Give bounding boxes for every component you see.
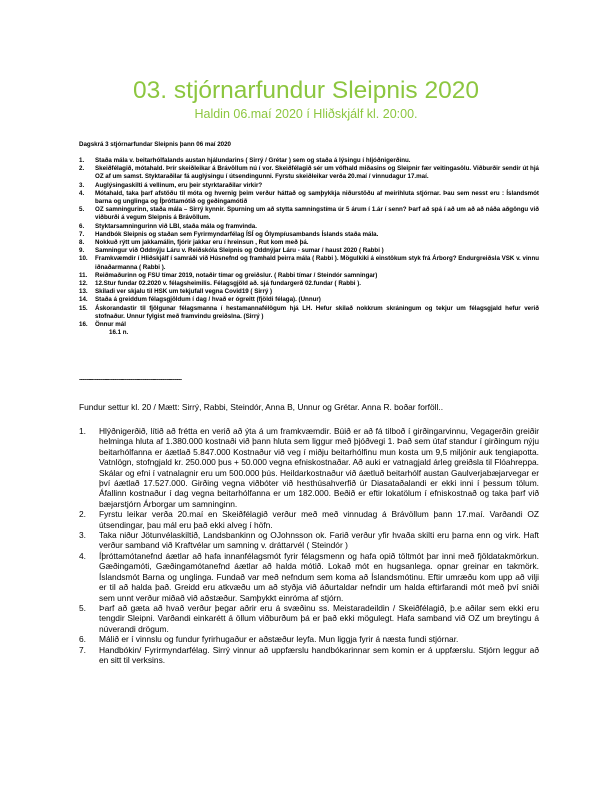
minutes-item-number: 1. [79,426,86,436]
agenda-item [79,157,539,165]
minutes-item-number: 5. [79,602,86,613]
agenda-item-number: 11. [79,271,88,279]
agenda-item-number: 1. [79,157,85,164]
agenda-item-text: Samningur við Oddnýju Láru v. Reiðskóla Sleipnis og Oddnýjar Láru - sumar / haust 2020 ( Rabbi ) [95,247,384,255]
agenda-item-text: OZ samningurinn, staða mála – Sirrý kynnir. Spurning um að stytta samningstíma úr 5 árum í 1.ár í senn? Þarf að spá í að um að að náða aðgöngu við viðburði á vegum Sleipnis á Brávöllum. [95,206,539,222]
agenda-item [79,288,539,296]
minutes-item-number: 7. [79,644,86,655]
agenda-item [79,231,539,239]
minutes-list [79,426,539,665]
agenda-item-text: Staða mála v. beitarhólfalands austan hjálundarins ( Sirrý / Grétar ) sem og staða á lýsingu í hljóðnigerðinu. [95,157,411,164]
agenda-list [79,157,539,337]
agenda-item [79,223,539,231]
minutes-item [79,634,539,644]
agenda-item-text: Staða á greiddum félagsgjöldum í dag / hvað er ógreitt (fjöldi félaga). (Unnur) [95,296,321,304]
document-subtitle: Haldin 06.maí 2020 í Hliðskjálf kl. 20:00. [194,107,418,121]
agenda-item [79,206,539,222]
minutes-item-text: Málið er í vinnslu og fundur fyrirhugaður er aðstæður leyfa. Mun liggja fyrir á næsta fundi stjórnar. [99,634,459,645]
agenda-item [79,247,539,255]
minutes-item [79,426,539,509]
minutes-item [79,509,539,530]
agenda-item-text: Skiladi ver skjalu til HSK um tekjufall vegna Covid19 ( Sirrý ) [95,288,273,296]
agenda-item [79,165,539,181]
agenda-item-number: 2. [79,165,85,173]
minutes-item-text: Þarf að gæta að hvað verður þegar aðrir eru á svæðinu ss. Meistaradeildin / Skeiðfélagið, þ.e aðilar sem ekki eru tengdir Sleipni. Varðandi einkarétt á öllum viðburðum þá er það ekki mögulegt. Hafa samband við OZ um breytingu á núverandi drögum. [99,602,539,634]
agenda-item-text: Mótahald, taka þarf afstöðu til móta og hvernig þeim verður háttað og samþykkja niðurstöðu af meirihluta stjórnar. Þau sem nesst eru : Íslandsmót barna og unglinga og Íþróttamótið og geðingamótið [95,189,539,206]
agenda-item-number: 8. [79,239,85,247]
minutes-item-text: Íþróttamótanefnd áætlar að hafa innanfélagsmót fyrir félagsmenn og hafa opið töltmót þar inni með fjöldatakmörkun. Gæðingamóti, Gæðingamótanefnd áætlar að halda mótið. Lokað mót en hugsanlega. opnar greinar en takmörk. Íslandsmót Barna og unglinga. Fundað var með nefndum sem koma að Íslandsmótinu. Eftir umræðu kom upp að vilji er til að halda það. Greidd eru atkvæðu um að styðja við áðurtaldar nefndir um halda eftirfarandi mót með því sniði sem unnt verður miðað við aðstæður. Samþykkt einróma af stjórn. [99,550,539,603]
minutes-item-number: 6. [79,634,86,645]
agenda-item-number: 10. [79,255,88,263]
agenda-item-text: Styktarsamningurinn við LBI, staða mála og framvinda. [95,222,257,230]
agenda-item-text: Auglýsingaskilti á vellinum, eru þeir styrktaraðilar virkir? [95,181,263,189]
minutes-item-text: Handbókin/ Fyrirmyndarfélag. Sirrý vinnur að uppfærslu handbókarinnar sem komin er á uppfærslu. Stjórn leggur að en sitt til verksins. [99,644,539,665]
agenda-item [79,296,539,304]
agenda-item-number: 6. [79,222,85,230]
agenda-item [79,280,539,288]
minutes-item-number: 4. [79,550,86,561]
agenda-item-number: 15. [79,304,88,312]
agenda-item [79,190,539,206]
agenda-item-text: Skeiðfélagið, mótahald. Þrír skeiðleikar á Brávöllum nú í vor. Skeiðfélagið sér um vöfhald miðasins og Sleipnir fær veitingasölu. Viðburðir sendir út hjá OZ af um samst. Styktaraðilar fá auglýsingu í útsendingunni. Fyrstu skeiðleikar verða 20.maí / vinnudagur 17.maí. [95,165,539,181]
agenda-item-text: 12.Stur fundar 02.2020 v. félagsheimilis. Félagsgjöld að. sjá fundargerð 02.fundar ( Rabbi ). [95,280,362,288]
agenda-item [79,321,539,329]
agenda-item [79,272,539,280]
minutes-item [79,645,539,666]
minutes-item [79,530,539,551]
agenda-item-number: 5. [79,206,85,214]
minutes-item-text: Fyrstu leikar verða 20.maí en Skeiðfélagið verður með með vinnudag á Brávöllum þann 17.maí. Varðandi OZ útsendingar, þau mál eru það ekki alveg í höfn. [99,509,539,530]
agenda-item-text: Reiðmaðurinn og FSU tímar 2019, notaðir tímar og greiðslur. ( Rabbi tímar / Steindór samningar) [95,271,378,279]
agenda-item [79,305,539,321]
minutes-item-text: Hlýðnigerðið, lítið að frétta en verið að ýta á um framkvæmdir. Búið er að fá tilboð í girðingarvinnu, Vegagerðin greiðir helminga hluta af 1.380.000 kostnaði við þann hluta sem liggur með þjóðvegi 1. Það sem útaf standur í girðingum nýju beitarhólfanna er áætlað 5.847.000 Kostnaður við veg í miðju beitarhólfinu mun kosta um 9,5 miljónir auk tengiapotta. Vatnlögn, stofngjald kr. 250.000 þus + 50.000 vegna efniskostnaðar. Að auki er vatnagjald árleg greiðsla til Flóahreppa. Skálar og efni í vatnalagnir eru um 500.000 þús. Heildarkostnaður við áætluð beitarhólf austan Gaulverjabæjarvegar er því áætlað 17.527.000. Girðing vegna viðbóter við hesthúsahverfið úr Diasataðalandi er ekki inni í þessum tölum. Áfallinn kostnaður í dag vegna beitarhólfanna er um 182.000. Beðið er eftir lokatölum í efniskostnað og taka þarf við bæjarstjórn Árborgar um samninginn. [99,426,539,509]
agenda-item-number: 7. [79,230,85,238]
minutes-item-text: Taka niður Jötunvélaskiltið, Landsbankinn og OJohnsson ok. Farið verður yfir hvaða skilti eru þarna enn og virk. Haft verður samband við Kraftvélar um samning v. dráttarvél ( Steindór ) [99,530,539,551]
agenda-item [79,239,539,247]
attendance-line: Fundur settur kl. 20 / Mætt: Sirrý, Rabbi, Steindór, Anna B, Unnur og Grétar. Anna R. boðar forföll.. [79,402,444,412]
agenda-item-text: Nokkuð rýtt um jakkamálin, fjórir jakkar eru í hreinsun , Rut kom með þá. [95,239,309,247]
dotted-divider: ................................................................................................ [79,376,182,382]
agenda-item-text: Framkvæmdir í Hliðskjálf í samráði við Húsnefnd og framhald þeirra mála ( Rabbi ). Mögulkiki á einstökum styk frá Árborg? Endurgreiðsla VSK v. vinnu iðnaðarmanna ( Rabbi ). [95,255,539,271]
agenda-item [79,182,539,190]
minutes-item [79,603,539,634]
minutes-item-number: 2. [79,509,86,520]
agenda-item-number: 9. [79,247,85,255]
agenda-item-number: 4. [79,189,85,197]
agenda-item-number: 16. [79,321,88,329]
document-title: 03. stjórnarfundur Sleipnis 2020 [133,77,479,104]
minutes-item [79,551,539,603]
agenda-item-text: Handbók Sleipnis og staðan sem Fyrirmyndarfélag ÍSÍ og Ólympíusambands Íslands staða mála. [95,230,379,238]
agenda-intro: Dagskrá 3 stjórnarfundar Sleipnis þann 06 maí 2020 [79,141,231,148]
agenda-item-text: Áskorandastir til fjölgunar félagsmanna í hestamannafélögum hjá LH. Hefur skilað nokkrum skráningum og tekjur um félagsgjald hefur verið stofnaður. Unnur fylgist með framvindu greiðslna. (Sirrý ) [95,304,539,320]
agenda-subitem: 16.1 n. [109,329,129,337]
agenda-item-number: 12. [79,280,88,288]
agenda-item [79,255,539,271]
agenda-item-number: 14. [79,296,88,304]
minutes-item-number: 3. [79,530,86,541]
agenda-item-number: 13. [79,288,88,296]
agenda-item-number: 3. [79,181,85,189]
agenda-item-text: Önnur mál [95,321,126,329]
